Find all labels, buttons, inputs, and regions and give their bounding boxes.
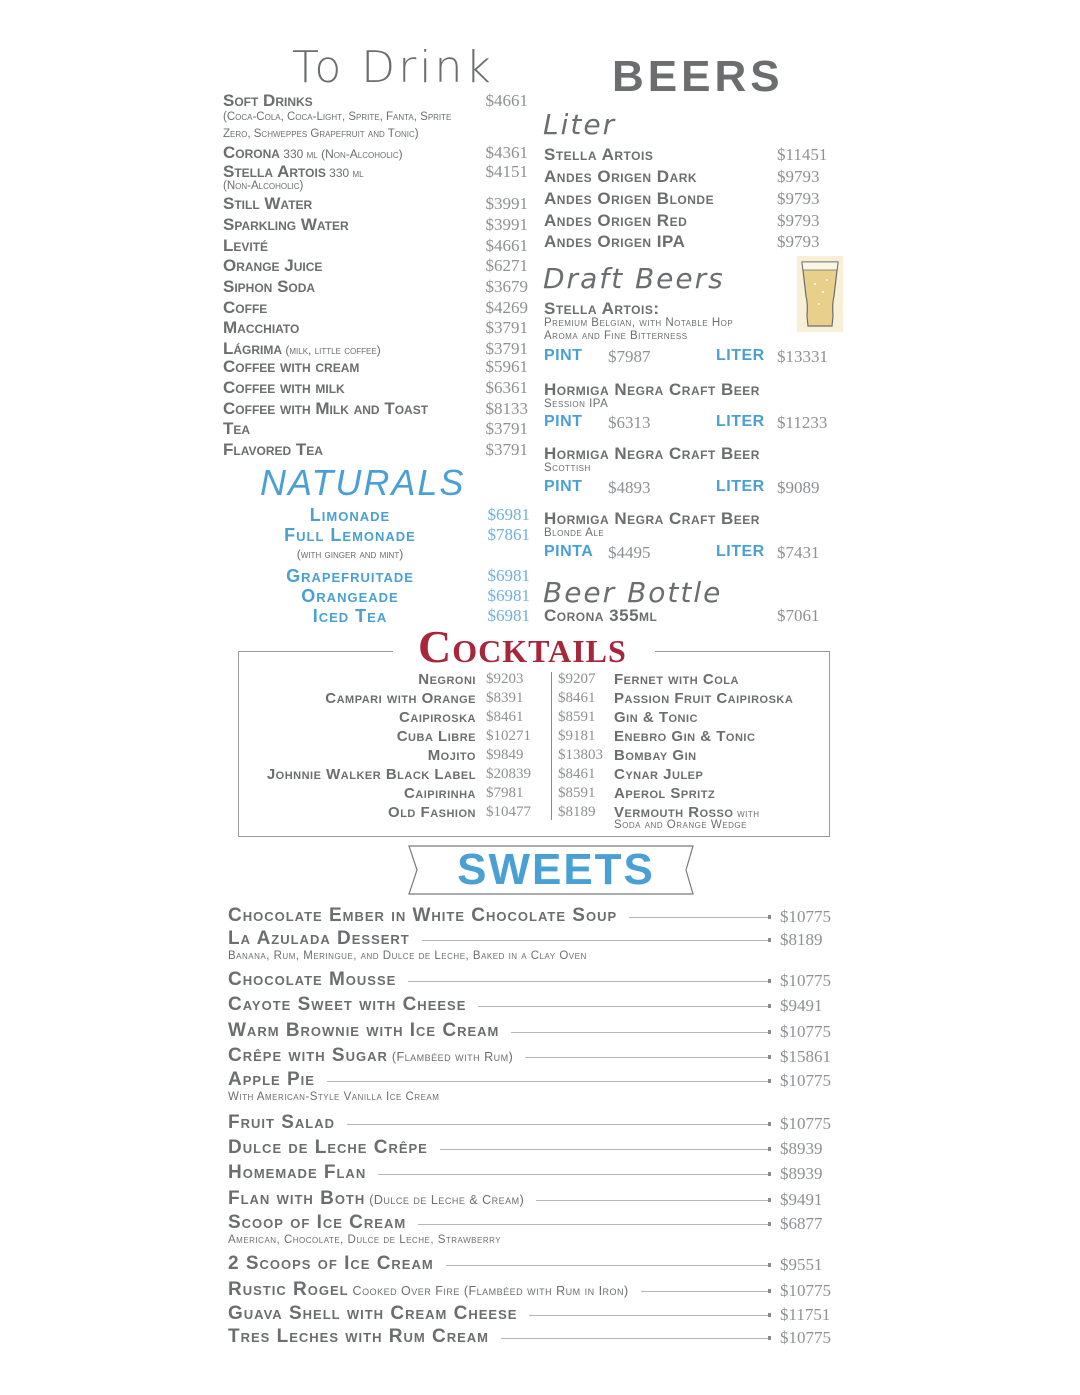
drink-name: Coffee with cream (223, 357, 360, 376)
drink-price: $3679 (485, 277, 528, 296)
drink-price: $8133 (485, 399, 528, 418)
beer-name: Corona 355ml (544, 606, 658, 625)
sweet-price: $6877 (780, 1214, 823, 1233)
cocktail-price: $8391 (486, 690, 524, 706)
sweet-price: $10775 (780, 1022, 831, 1041)
liter-subheading: Liter (543, 108, 617, 141)
sweet-price: $10775 (780, 971, 831, 990)
sweet-item (228, 1137, 840, 1159)
beer-price: $9793 (777, 189, 820, 208)
beer-bottle-subheading: Beer Bottle (543, 576, 723, 609)
sweet-item (228, 1303, 840, 1325)
drink-name: Stella Artois (223, 162, 326, 181)
liter-label: LITER (716, 543, 765, 560)
drink-name: Macchiato (223, 318, 300, 337)
sweet-note: American, Chocolate, Dulce de Leche, Strawberry (228, 1234, 502, 1246)
drink-price: $6361 (485, 378, 528, 397)
leader-end-icon (768, 1122, 771, 1126)
cocktail-price: $8461 (558, 766, 596, 782)
pinta-label: PINTA (544, 543, 594, 560)
sweet-price: $8939 (780, 1164, 823, 1183)
leader-end-icon (768, 1004, 771, 1008)
cocktail-name: Campari with Orange (325, 690, 476, 707)
draft-beer-desc: Blonde Ale (544, 527, 605, 539)
drink-price: $3791 (485, 318, 528, 337)
sweet-item (228, 905, 840, 927)
sweet-name: Chocolate Mousse (228, 969, 408, 991)
liter-label: LITER (716, 347, 765, 364)
sweet-name (228, 1188, 536, 1211)
drink-item (223, 319, 528, 337)
sweet-name: Cayote Sweet with Cheese (228, 994, 478, 1016)
sweet-name: Scoop of Ice Cream (228, 1212, 418, 1234)
cocktail-price: $9849 (486, 747, 524, 763)
sweet-name: Warm Brownie with Ice Cream (228, 1020, 511, 1042)
liter-label: LITER (716, 478, 765, 495)
drink-item (223, 92, 528, 110)
drink-sub: 330 ml (Non-Alcoholic) (279, 147, 403, 161)
leader-end-icon (768, 1147, 771, 1151)
drink-name: Soft Drinks (223, 91, 313, 110)
beer-price: $11451 (777, 145, 828, 164)
sweet-price: $10775 (780, 907, 831, 926)
drink-note: Zero, Schweppes Grapefruit and Tonic) (223, 128, 419, 140)
sweet-item (228, 1069, 840, 1091)
drink-item (223, 420, 528, 438)
liter-label: LITER (716, 413, 765, 430)
sweet-price: $8189 (780, 930, 823, 949)
drink-item (223, 237, 528, 255)
sweet-item (228, 1162, 840, 1184)
beers-heading: BEERS (612, 52, 784, 101)
draft-beer-desc: Session IPA (544, 398, 609, 410)
sweets-heading: SWEETS (457, 845, 655, 894)
drink-price: $3991 (485, 215, 528, 234)
draft-beer-name: Hormiga Negra Craft Beer (544, 509, 760, 528)
drink-item (223, 216, 528, 234)
cocktail-name: Cuba Libre (396, 728, 476, 745)
pint-price: $4893 (608, 478, 651, 497)
sweet-item (228, 1020, 840, 1042)
drink-item (223, 400, 528, 418)
sweet-name-sub: (Flambéed with Rum) (387, 1050, 514, 1064)
liter-price: $7431 (777, 543, 820, 562)
cocktail-frame-top-right (655, 651, 829, 652)
leader-end-icon (768, 1336, 771, 1340)
cocktail-name: Negroni (418, 671, 476, 688)
drink-sub: 330 ml (325, 166, 364, 180)
beer-price: $9793 (777, 167, 820, 186)
cocktail-note: Soda and Orange Wedge (614, 819, 747, 831)
sweet-name: Dulce de Leche Crêpe (228, 1137, 440, 1159)
leader-end-icon (768, 1055, 771, 1059)
drink-name: Levité (223, 236, 269, 255)
sweet-item (228, 1212, 840, 1234)
pinta-price: $4495 (608, 543, 651, 562)
drink-price: $6271 (485, 256, 528, 275)
leader-end-icon (768, 1198, 771, 1202)
sweet-price: $15861 (780, 1047, 831, 1066)
pint-label: PINT (544, 413, 583, 430)
cocktail-name: Passion Fruit Caipiroska (614, 690, 794, 707)
leader-end-icon (768, 915, 771, 919)
cocktail-name-sub: with (733, 808, 760, 820)
drink-name: Coffee with Milk and Toast (223, 399, 429, 418)
draft-beers-subheading: Draft Beers (543, 262, 725, 295)
leader-end-icon (768, 1289, 771, 1293)
drink-item (223, 278, 528, 296)
drink-price: $4361 (485, 143, 528, 162)
beer-item (544, 145, 836, 165)
cocktail-price: $8189 (558, 804, 596, 820)
natural-price: $7861 (487, 525, 530, 544)
drink-name: Sparkling Water (223, 215, 349, 234)
beer-name: Andes Origen Blonde (544, 189, 715, 208)
natural-name: Grapefruitade (286, 566, 414, 586)
beer-glass-icon (797, 256, 843, 332)
sweet-name-sub: (Dulce de Leche & Cream) (365, 1193, 525, 1207)
sweet-name-main: Crêpe with Sugar (228, 1045, 388, 1066)
draft-beer-name: Hormiga Negra Craft Beer (544, 444, 760, 463)
cocktail-price: $7981 (486, 785, 524, 801)
cocktail-name: Cynar Julep (614, 766, 704, 783)
draft-beer-name: Hormiga Negra Craft Beer (544, 380, 760, 399)
leader-end-icon (768, 1030, 771, 1034)
drink-item (223, 379, 528, 397)
drink-item (223, 195, 528, 213)
drink-price: $4151 (485, 162, 528, 181)
cocktail-price: $10271 (486, 728, 531, 744)
pint-price: $6313 (608, 413, 651, 432)
sweet-name: Homemade Flan (228, 1162, 378, 1184)
sweet-note: Banana, Rum, Meringue, and Dulce de Leche, Baked in a Clay Oven (228, 950, 587, 962)
cocktail-name: Johnnie Walker Black Label (266, 766, 476, 783)
drink-name: Coffee with milk (223, 378, 345, 397)
leader-end-icon (768, 1079, 771, 1083)
sweet-price: $10775 (780, 1114, 831, 1133)
beer-item (544, 189, 836, 209)
drink-name: Coffe (223, 298, 268, 317)
drink-note: (Coca-Cola, Coca-Light, Sprite, Fanta, Sprite (223, 111, 452, 123)
cocktail-price: $9181 (558, 728, 596, 744)
natural-name: Iced Tea (312, 606, 388, 626)
natural-price: $6981 (487, 505, 530, 524)
cocktail-name-main: Vermouth Rosso (614, 804, 734, 821)
cocktail-price: $8591 (558, 785, 596, 801)
leader-end-icon (768, 1172, 771, 1176)
natural-price: $6981 (487, 586, 530, 605)
sweet-price: $8939 (780, 1139, 823, 1158)
draft-beer-name: Stella Artois: (544, 299, 660, 318)
liter-price: $9089 (777, 478, 820, 497)
natural-name: Orangeade (301, 586, 399, 606)
drink-name: Lágrima (223, 339, 283, 358)
cocktail-name: Gin & Tonic (614, 709, 698, 726)
sweet-item (228, 1279, 840, 1301)
cocktail-name: Caipiroska (399, 709, 476, 726)
sweet-name: Tres Leches with Rum Cream (228, 1326, 501, 1348)
beer-price: $9793 (777, 211, 820, 230)
drink-name: Tea (223, 419, 251, 438)
cocktail-price: $9207 (558, 671, 596, 687)
beer-item (544, 211, 836, 231)
draft-beer-desc: Scottish (544, 462, 591, 474)
pint-label: PINT (544, 478, 583, 495)
liter-price: $13331 (777, 347, 828, 366)
drink-price: $4269 (485, 298, 528, 317)
cocktail-name: Old Fashion (388, 804, 476, 821)
sweet-name: La Azulada Dessert (228, 928, 422, 950)
sweet-item (228, 1326, 840, 1348)
cocktail-price: $20839 (486, 766, 531, 782)
drink-price: $3791 (485, 419, 528, 438)
draft-beer-desc: Aroma and Fine Bitterness (544, 330, 688, 342)
pint-label: PINT (544, 347, 583, 364)
cocktail-name: Caipirinha (403, 785, 476, 802)
drink-item (223, 441, 528, 459)
to-drink-heading: To Drink (292, 42, 494, 93)
sweet-price: $10775 (780, 1328, 831, 1347)
beer-price: $7061 (777, 606, 820, 625)
drink-price: $5961 (485, 357, 528, 376)
sweet-name: Chocolate Ember in White Chocolate Soup (228, 905, 629, 927)
drink-price: $3791 (485, 440, 528, 459)
drink-name: Corona (223, 143, 280, 162)
natural-price: $6981 (487, 566, 530, 585)
leader-end-icon (768, 938, 771, 942)
drink-note: (Non-Alcoholic) (223, 180, 304, 192)
natural-note: (with ginger and mint) (296, 547, 404, 561)
sweet-name (228, 1279, 641, 1302)
sweet-price: $11751 (780, 1305, 831, 1324)
sweet-name: Fruit Salad (228, 1112, 347, 1134)
drink-name: Siphon Soda (223, 277, 316, 296)
draft-beer-desc: Premium Belgian, with Notable Hop (544, 317, 734, 329)
cocktail-price: $8461 (486, 709, 524, 725)
natural-price: $6981 (487, 606, 530, 625)
sweet-item (228, 1045, 840, 1067)
cocktail-name: Aperol Spritz (614, 785, 716, 802)
liter-price: $11233 (777, 413, 828, 432)
cocktail-name: Enebro Gin & Tonic (614, 728, 756, 745)
cocktail-price: $13803 (558, 747, 603, 763)
drink-item (223, 144, 528, 163)
sweet-price: $10775 (780, 1071, 831, 1090)
drink-price: $3791 (485, 339, 528, 358)
drink-item (223, 358, 528, 376)
drink-name: Orange Juice (223, 256, 323, 275)
cocktail-price: $8591 (558, 709, 596, 725)
sweet-name: 2 Scoops of Ice Cream (228, 1253, 446, 1275)
cocktail-name: Fernet with Cola (614, 671, 739, 688)
sweet-name: Guava Shell with Cream Cheese (228, 1303, 529, 1325)
cocktail-price: $9203 (486, 671, 524, 687)
sweet-name (228, 1045, 525, 1068)
cocktail-price: $8461 (558, 690, 596, 706)
cocktail-name: Bombay Gin (614, 747, 697, 764)
sweet-name-main: Rustic Rogel (228, 1279, 349, 1300)
cocktail-name: Mojito (427, 747, 476, 764)
natural-name: Full Lemonade (284, 525, 416, 545)
drink-price: $3991 (485, 194, 528, 213)
beer-item (544, 232, 836, 252)
sweet-item (228, 1253, 840, 1275)
beer-name: Andes Origen IPA (544, 232, 686, 251)
sweet-item (228, 994, 840, 1016)
drink-item (223, 257, 528, 275)
cocktail-frame-top-left (238, 651, 393, 652)
sweet-name-sub: Cooked Over Fire (Flambéed with Rum in Iron) (348, 1284, 629, 1298)
sweet-price: $10775 (780, 1281, 831, 1300)
drink-sub: (milk, little coffee) (282, 343, 381, 357)
cocktail-column-divider (551, 672, 552, 820)
sweet-item (228, 969, 840, 991)
natural-name: Limonade (309, 505, 391, 525)
drink-price: $4661 (485, 91, 528, 110)
leader-end-icon (768, 1263, 771, 1267)
pint-price: $7987 (608, 347, 651, 366)
beer-name: Stella Artois (544, 145, 654, 164)
sweet-item (228, 928, 840, 950)
sweet-name: Apple Pie (228, 1069, 327, 1091)
sweet-price: $9491 (780, 996, 823, 1015)
drink-price: $4661 (485, 236, 528, 255)
cocktail-price: $10477 (486, 804, 531, 820)
beer-item (544, 167, 836, 187)
cocktails-heading: Cocktails (418, 621, 627, 672)
sweet-item (228, 1112, 840, 1134)
naturals-heading: NATURALS (260, 462, 466, 503)
beer-price: $9793 (777, 232, 820, 251)
drink-item (223, 299, 528, 317)
sweet-item (228, 1188, 840, 1210)
beer-name: Andes Origen Red (544, 211, 688, 230)
beer-name: Andes Origen Dark (544, 167, 698, 186)
sweet-name-main: Flan with Both (228, 1188, 366, 1209)
sweet-note: With American-Style Vanilla Ice Cream (228, 1091, 440, 1103)
drink-name: Flavored Tea (223, 440, 323, 459)
leader-end-icon (768, 979, 771, 983)
leader-end-icon (768, 1313, 771, 1317)
sweet-price: $9491 (780, 1190, 823, 1209)
leader-end-icon (768, 1222, 771, 1226)
sweet-price: $9551 (780, 1255, 823, 1274)
drink-name: Still Water (223, 194, 313, 213)
